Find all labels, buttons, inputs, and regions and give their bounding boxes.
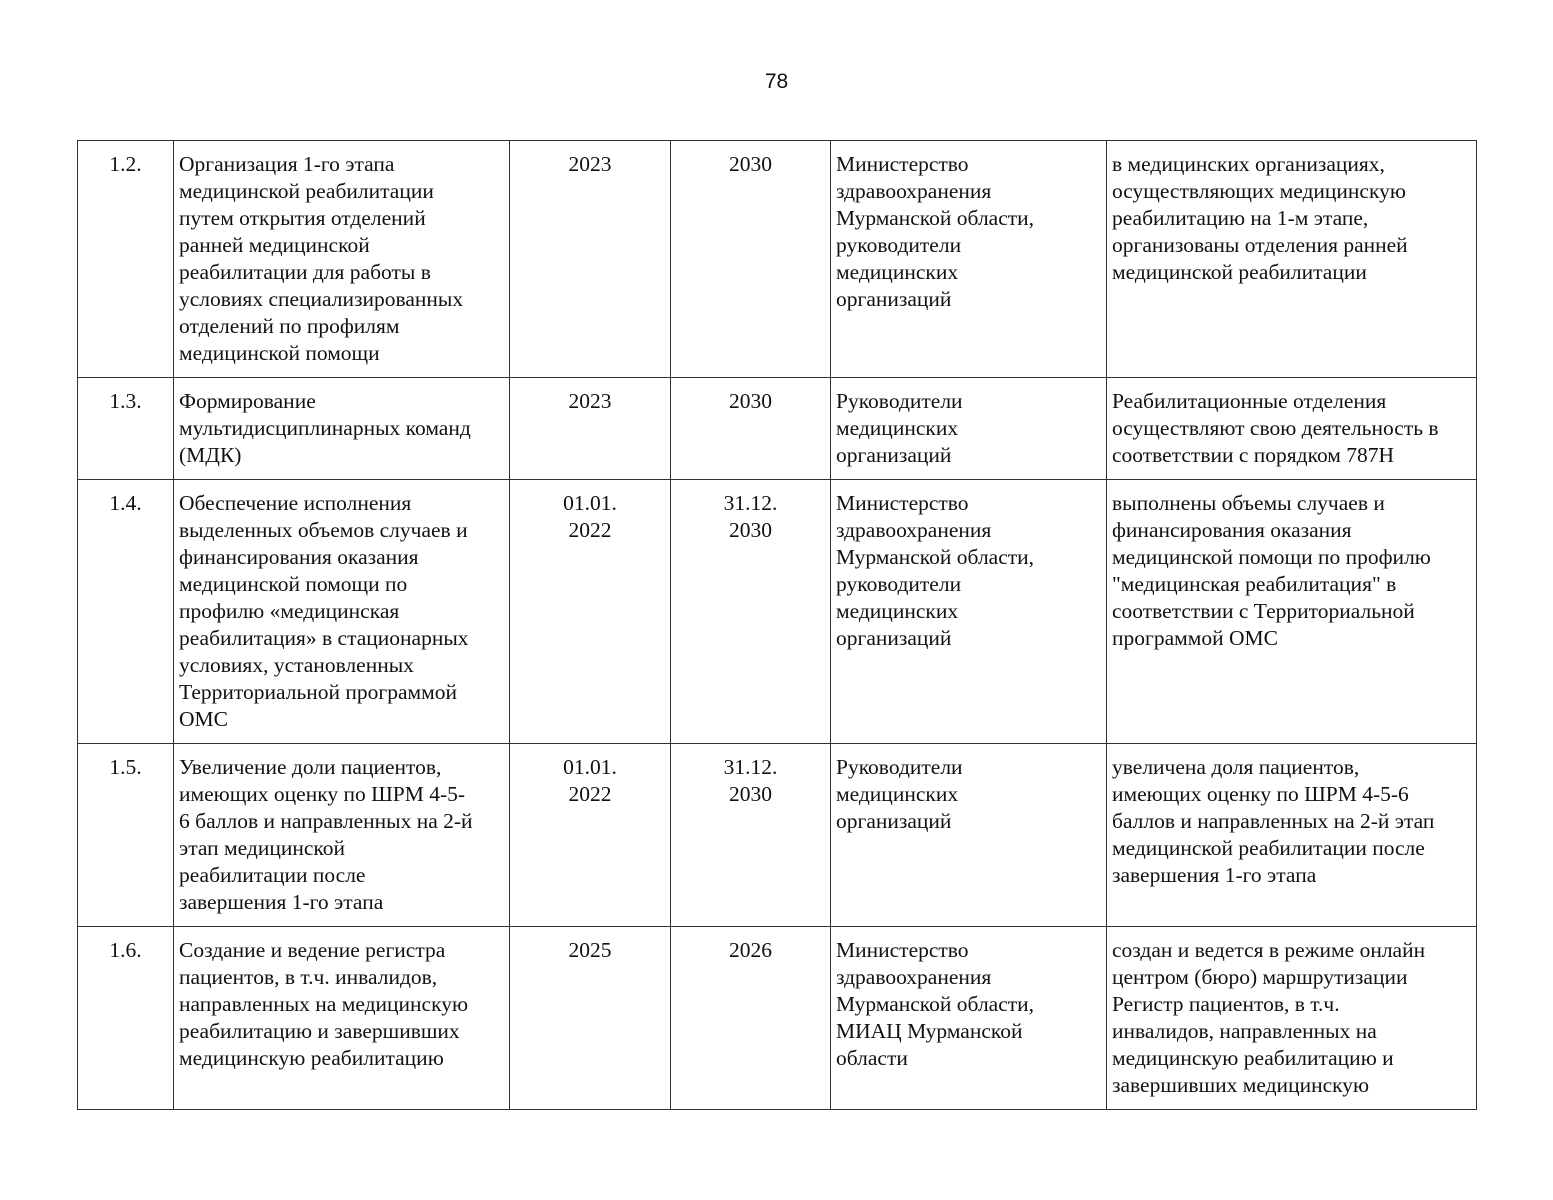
- expected-result: увеличена доля пациентов, имеющих оценку по ШРМ 4-5-6 баллов и направленных на 2-й этап медицинской реабилитации после завершения 1-го этапа: [1107, 744, 1477, 927]
- responsible-party: Руководители медицинских организаций: [831, 378, 1107, 480]
- start-date: 2023: [510, 141, 671, 378]
- start-date: 01.01. 2022: [510, 480, 671, 744]
- responsible-party: Министерство здравоохранения Мурманской области, МИАЦ Мурманской области: [831, 927, 1107, 1110]
- expected-result: в медицинских организациях, осуществляющих медицинскую реабилитацию на 1-м этапе, организованы отделения ранней медицинской реабилитации: [1107, 141, 1477, 378]
- expected-result: выполнены объемы случаев и финансирования оказания медицинской помощи по профилю "медицинская реабилитация" в соответствии с Территориальной программой ОМС: [1107, 480, 1477, 744]
- end-date: 2030: [671, 378, 831, 480]
- action-description: Обеспечение исполнения выделенных объемов случаев и финансирования оказания медицинской помощи по профилю «медицинская реабилитация» в стационарных условиях, установленных Территориальной программой ОМС: [174, 480, 510, 744]
- responsible-party: Министерство здравоохранения Мурманской области, руководители медицинских организаций: [831, 141, 1107, 378]
- action-description: Создание и ведение регистра пациентов, в т.ч. инвалидов, направленных на медицинскую реабилитацию и завершивших медицинскую реабилитацию: [174, 927, 510, 1110]
- start-date: 01.01. 2022: [510, 744, 671, 927]
- item-number: 1.5.: [78, 744, 174, 927]
- table-row: [78, 927, 1477, 1110]
- end-date: 31.12. 2030: [671, 480, 831, 744]
- item-number: 1.4.: [78, 480, 174, 744]
- end-date: 31.12. 2030: [671, 744, 831, 927]
- activities-table: [77, 140, 1477, 1110]
- start-date: 2023: [510, 378, 671, 480]
- expected-result: создан и ведется в режиме онлайн центром (бюро) маршрутизации Регистр пациентов, в т.ч. инвалидов, направленных на медицинскую реабилитацию и завершивших медицинскую: [1107, 927, 1477, 1110]
- action-description: Организация 1-го этапа медицинской реабилитации путем открытия отделений ранней медицинской реабилитации для работы в условиях специализированных отделений по профилям медицинской помощи: [174, 141, 510, 378]
- table-row: [78, 141, 1477, 378]
- item-number: 1.6.: [78, 927, 174, 1110]
- responsible-party: Министерство здравоохранения Мурманской области, руководители медицинских организаций: [831, 480, 1107, 744]
- item-number: 1.3.: [78, 378, 174, 480]
- expected-result: Реабилитационные отделения осуществляют свою деятельность в соответствии с порядком 787Н: [1107, 378, 1477, 480]
- table-row: [78, 744, 1477, 927]
- table-row: [78, 480, 1477, 744]
- item-number: 1.2.: [78, 141, 174, 378]
- end-date: 2026: [671, 927, 831, 1110]
- end-date: 2030: [671, 141, 831, 378]
- responsible-party: Руководители медицинских организаций: [831, 744, 1107, 927]
- start-date: 2025: [510, 927, 671, 1110]
- table-row: [78, 378, 1477, 480]
- action-description: Формирование мультидисциплинарных команд (МДК): [174, 378, 510, 480]
- action-description: Увеличение доли пациентов, имеющих оценку по ШРМ 4-5- 6 баллов и направленных на 2-й этап медицинской реабилитации после завершения 1-го этапа: [174, 744, 510, 927]
- page-number: 78: [764, 70, 789, 93]
